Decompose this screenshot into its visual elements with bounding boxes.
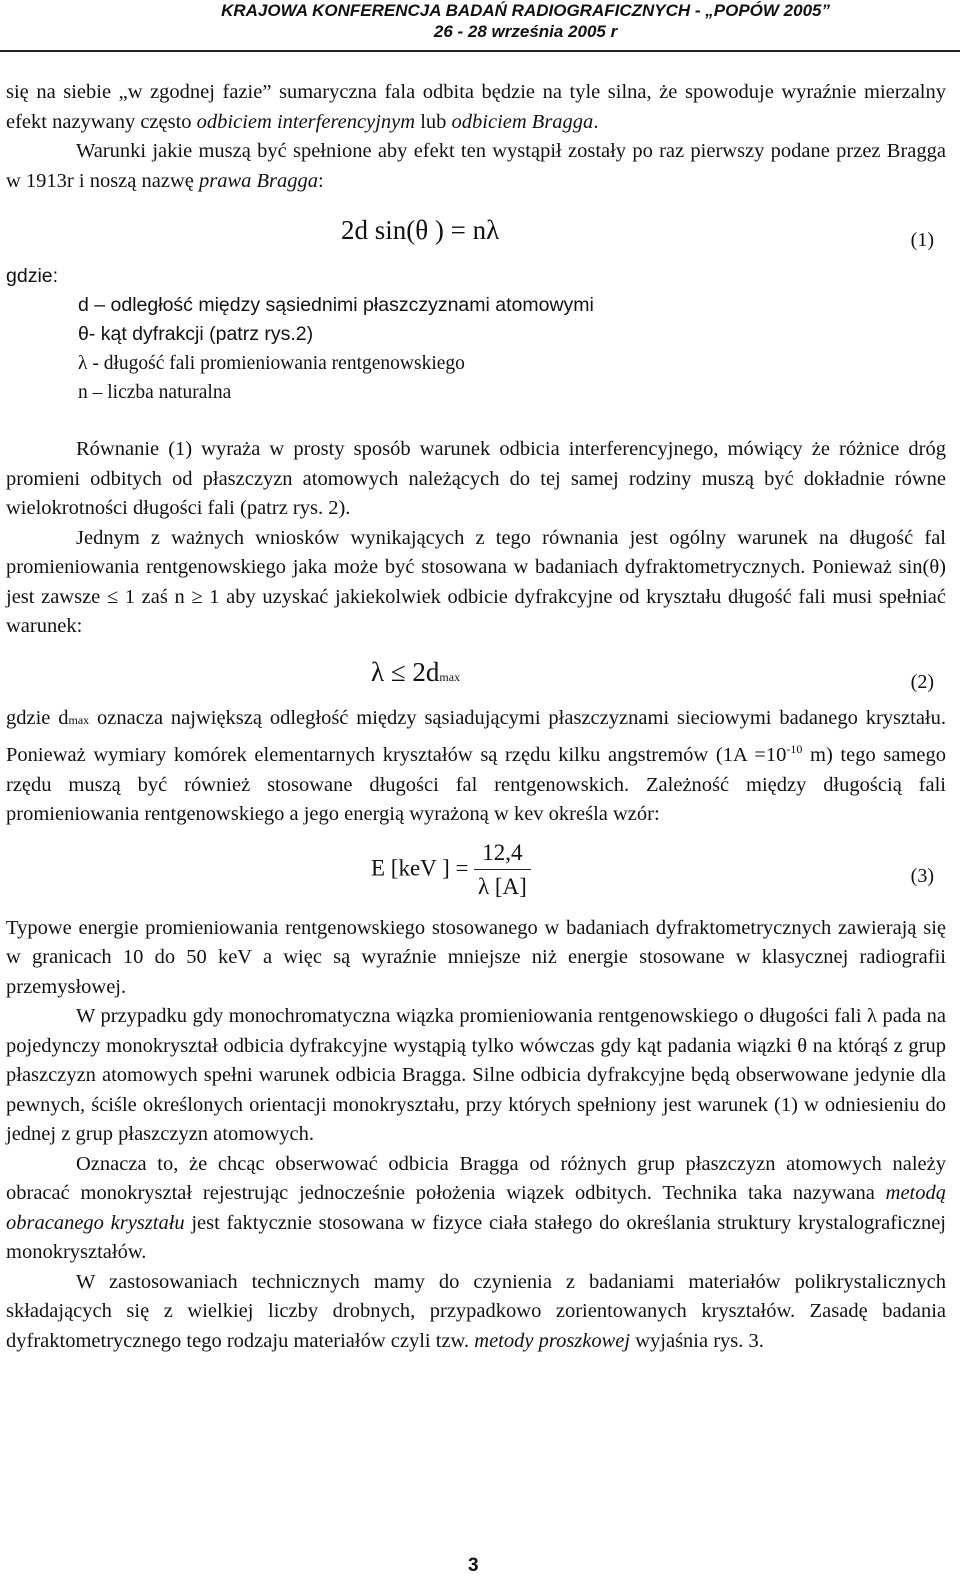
p9-text-c: wyjaśnia rys. 3. (630, 1329, 764, 1352)
equation-3-number: (3) (910, 864, 934, 887)
paragraph-6: Typowe energie promieniowania rentgenowskiego stosowanego w badaniach dyfraktometrycznych zawierają się w granicach 10 do 50 keV a więc są wyraźnie mniejsze niż energie stosowane w klasycznej radiografii przemysłowej. (6, 916, 946, 998)
p8-text-c: jest faktycznie stosowana w fizyce ciała stałego do określania struktury krystalograficznej monokryształów. (6, 1211, 946, 1263)
symbol-definitions (78, 291, 946, 407)
paragraph-7: W przypadku gdy monochromatyczna wiązka promieniowania rentgenowskiego o długości fali λ pada na pojedynczy monokryształ odbicia dyfrakcyjne wystąpią tylko wówczas gdy kąt padania wiązki θ na którąś z grup płaszczyzn atomowych spełni warunek odbicia Bragga. Silne odbicia dyfrakcyjne będą obserwowane jedynie dla pewnych, ściśle określonych orientacji monokryształu, przy których spełniony jest warunek (1) w odniesieniu do jednej z grup płaszczyzn atomowych. (6, 1005, 946, 1145)
paragraph-2 (6, 137, 946, 196)
equation-2 (6, 642, 946, 704)
page-body (6, 78, 946, 1356)
equation-3-numerator: 12,4 (474, 838, 530, 871)
equation-2-number: (2) (910, 670, 934, 693)
header-title: KRAJOWA KONFERENCJA BADAŃ RADIOGRAFICZNYCH - „POPÓW 2005” (221, 1, 830, 20)
equation-3-formula (371, 838, 531, 902)
p1-term-interference: odbiciem interferencyjnym (196, 110, 416, 133)
equation-1-formula: 2d sin(θ ) = nλ (341, 215, 500, 245)
p1-text-e: . (593, 110, 599, 133)
p9-term-powder-method: metody proszkowej (474, 1329, 631, 1352)
page-number: 3 (468, 1555, 479, 1576)
equation-3-fraction (474, 838, 530, 902)
definition-lambda: λ - długość fali promieniowania rentgenowskiego (78, 353, 465, 374)
p2-text-a: Warunki jakie muszą być spełnione aby efekt ten wystąpił zostały po raz pierwszy podane przez Bragga w 1913r i noszą nazwę (6, 140, 946, 192)
equation-3-lhs: E [keV ] = (371, 854, 469, 880)
p9-text-a: W zastosowaniach technicznych mamy do czynienia z badaniami materiałów polikrystalicznych składających się z wielkiej liczby drobnych, przypadkowo zorientowanych kryształów. Zasadę badania dyfraktometrycznego tego rodzaju materiałów czyli tzw. (6, 1270, 946, 1352)
paragraph-4: Jednym z ważnych wniosków wynikających z tego równania jest ogólny warunek na długość fal promieniowania rentgenowskiego jaka może być stosowana w badaniach dyfraktometrycznych. Ponieważ sin(θ) jest zawsze ≤ 1 zaś n ≥ 1 aby uzyskać jakiekolwiek odbicie dyfrakcyjne od kryształu długość fali musi spełniać warunek: (6, 526, 946, 637)
p5-subscript: max (68, 712, 90, 727)
equation-1 (6, 206, 946, 262)
p1-term-bragg: odbiciem Bragga (451, 110, 594, 133)
header-rule (0, 50, 960, 52)
equation-2-main: λ ≤ 2d (371, 656, 440, 687)
header-date: 26 - 28 września 2005 r (433, 22, 618, 41)
p1-text-a: się na siebie „w zgodnej fazie” sumaryczna fala odbita będzie na tyle silna, że spowoduje wyraźnie mierzalny efekt nazywany często (6, 81, 946, 133)
equation-3-denominator: λ [A] (477, 874, 527, 899)
p2-text-c: : (318, 169, 324, 192)
paragraph-5 (6, 704, 946, 830)
p5-superscript: -10 (786, 742, 803, 756)
p1-text-c: lub (415, 110, 452, 133)
definition-n: n – liczba naturalna (78, 382, 232, 403)
definition-d: d – odległość między sąsiednimi płaszczyznami atomowymi (78, 294, 594, 316)
conference-header (221, 0, 830, 42)
p8-text-a: Oznacza to, że chcąc obserwować odbicia Bragga od różnych grup płaszczyzn atomowych należy obracać monokryształ rejestrując jednocześnie położenia wiązek odbitych. Technika taka nazywana (6, 1152, 946, 1204)
p5-text-c: m) tego samego rzędu muszą być również stosowane długości fal rentgenowskich. Zależność między długością fali promieniowania rentgenowskiego a jego energią wyrażoną w kev określa wzór: (6, 744, 946, 825)
where-label: gdzie: (6, 265, 59, 287)
equation-1-number: (1) (910, 229, 934, 251)
p2-term-bragg-law: prawa Bragga (198, 169, 319, 192)
definition-theta: θ- kąt dyfrakcji (patrz rys.2) (78, 323, 314, 345)
p8-term-rotating-crystal: metodą obracanego kryształu (6, 1182, 946, 1234)
paragraph-1 (6, 78, 946, 137)
p5-text-a: gdzie d (6, 706, 69, 729)
p5-text-b: oznacza największą odległość między sąsiadującymi płaszczyznami sieciowymi badanego kryształu. Ponieważ wymiary komórek elementarnych kryształów są rzędu kilku angstremów (1A =10 (6, 706, 946, 766)
paragraph-3: Równanie (1) wyraża w prosty sposób warunek odbicia interferencyjnego, mówiący że różnice dróg promieni odbitych od płaszczyzn atomowych należących do tej samej rodziny muszą być dokładnie równe wielokrotności długości fali (patrz rys. 2). (6, 438, 946, 519)
equation-2-subscript: max (439, 669, 461, 684)
paragraph-8 (6, 1150, 946, 1268)
paragraph-9 (6, 1268, 946, 1357)
equation-3 (6, 830, 946, 914)
equation-2-formula (371, 658, 460, 693)
